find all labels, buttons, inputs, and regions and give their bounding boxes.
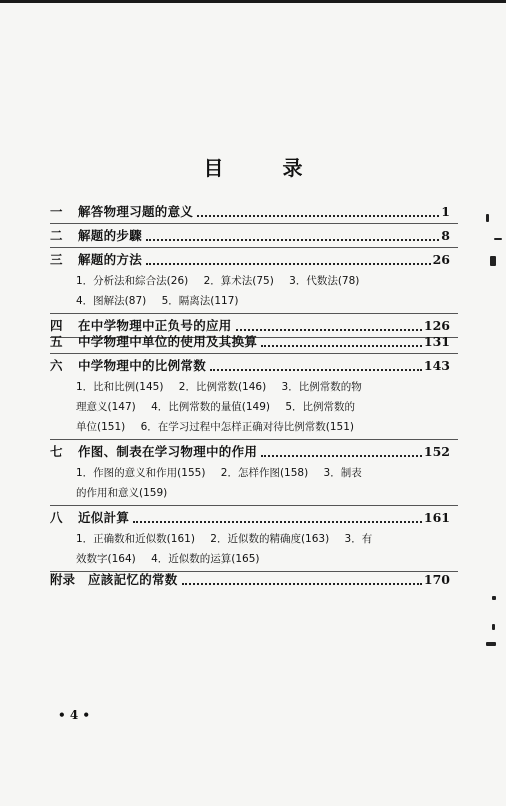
scan-mark [486,642,496,646]
toc-entry-number: 一 [50,204,63,219]
subentry[interactable]: 5．比例常数的 [285,401,356,413]
divider [50,353,458,354]
subentry[interactable]: 2．怎样作图(158) [220,467,309,479]
toc-entry-page: 143 [423,358,450,373]
toc-entry-7[interactable] [50,444,450,460]
subentry[interactable]: 1．分析法和綜合法(26) [76,275,189,287]
subentry[interactable]: 单位(151) [76,421,126,433]
subentry[interactable]: 1．正确数和近似数(161) [76,533,195,545]
toc-subentries [76,486,446,500]
toc-entry-number: 三 [50,252,63,267]
subentry[interactable]: 3．有 [344,533,373,545]
toc-subentries [76,466,446,480]
subentry[interactable]: 2．算术法(75) [203,275,274,287]
dot-leader [236,328,422,331]
subentry[interactable]: 效数字(164) [76,553,136,565]
subentry[interactable]: 4．图解法(87) [76,295,147,307]
subentry[interactable]: 的作用和意义(159) [76,487,168,499]
toc-entry-2[interactable] [50,228,450,244]
toc-entry-5[interactable] [50,334,450,350]
toc-entry-title: 解答物理习题的意义 [78,204,194,219]
toc-entry-number: 附录 [50,572,76,587]
subentry[interactable]: 4．近似数的运算(165) [151,553,260,565]
toc-entry-number: 五 [50,334,63,349]
subentry[interactable]: 2．近似数的精确度(163) [210,533,330,545]
toc-entry-1[interactable] [50,204,450,220]
toc-subentries [76,274,446,288]
toc-subentries [76,552,446,566]
toc-entry-4[interactable] [50,318,450,334]
toc-entry-title: 近似計算 [78,510,130,525]
subentry[interactable]: 6．在学习过程中怎样正确对待比例常数(151) [140,421,354,433]
toc-entry-6[interactable] [50,358,450,374]
scan-mark [492,624,495,630]
divider [50,313,458,314]
toc-entry-appendix[interactable] [50,572,450,588]
divider [50,247,458,248]
toc-entry-number: 四 [50,318,63,333]
toc-entry-page: 126 [423,318,450,333]
toc-subentries [76,420,446,434]
scan-mark [486,214,489,222]
dot-leader [261,344,422,347]
subentry[interactable]: 1．比和比例(145) [76,381,164,393]
toc-entry-number: 二 [50,228,63,243]
toc-entry-number: 八 [50,510,63,525]
toc-entry-title: 中学物理中的比例常数 [78,358,207,373]
toc-entry-title: 在中学物理中正负号的应用 [78,318,232,333]
toc-subentries [76,294,446,308]
page-title: 目 录 [203,156,329,180]
toc-entry-number: 七 [50,444,63,459]
toc-entry-title: 中学物理中单位的使用及其换算 [78,334,258,349]
dot-leader [133,520,422,523]
toc-entry-page: 1 [441,204,450,219]
toc-entry-3[interactable] [50,252,450,268]
dot-leader [197,214,439,217]
dot-leader [146,238,439,241]
toc-entry-number: 六 [50,358,63,373]
toc-entry-page: 152 [423,444,450,459]
subentry[interactable]: 1．作图的意义和作用(155) [76,467,206,479]
subentry[interactable]: 理意义(147) [76,401,136,413]
toc-entry-title: 解题的步驟 [78,228,143,243]
toc-entry-page: 26 [432,252,450,267]
dot-leader [146,262,431,265]
divider [50,505,458,506]
dot-leader [261,454,422,457]
toc-entry-title: 应該記忆的常数 [88,572,178,587]
subentry[interactable]: 2．比例常数(146) [178,381,267,393]
toc-entry-page: 170 [423,572,450,587]
toc-subentries [76,532,446,546]
toc-entry-page: 161 [423,510,450,525]
subentry[interactable]: 3．制表 [323,467,362,479]
subentry[interactable]: 4．比例常数的量值(149) [151,401,270,413]
divider [50,439,458,440]
toc-entry-page: 131 [423,334,450,349]
subentry[interactable]: 3．比例常数的物 [281,381,362,393]
scan-mark [492,596,496,600]
toc-subentries [76,400,446,414]
toc-entry-page: 8 [441,228,450,243]
scan-mark [494,238,502,240]
toc-entry-title: 作图、制表在学习物理中的作用 [78,444,258,459]
subentry[interactable]: 3．代数法(78) [289,275,360,287]
toc-entry-8[interactable] [50,510,450,526]
dot-leader [182,582,422,585]
toc-subentries [76,380,446,394]
dot-leader [210,368,422,371]
page-number: • 4 • [58,708,91,722]
scan-mark [490,256,496,266]
top-border [0,0,506,3]
toc-entry-title: 解题的方法 [78,252,143,267]
subentry[interactable]: 5．隔离法(117) [161,295,239,307]
divider [50,223,458,224]
